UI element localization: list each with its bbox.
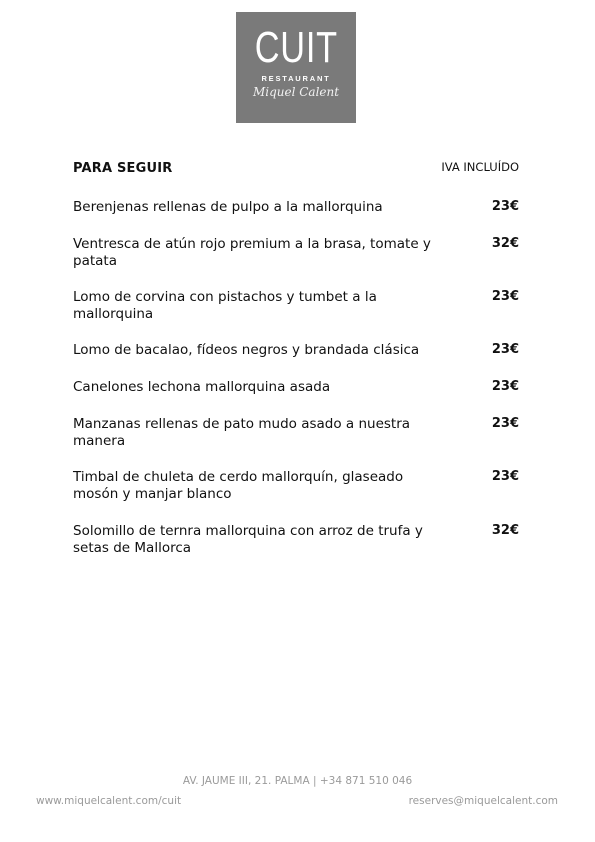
menu-item-name: Berenjenas rellenas de pulpo a la mallorquina	[73, 199, 383, 215]
logo-subtitle: RESTAURANT	[261, 74, 331, 83]
menu-item-price: 23€	[491, 469, 519, 484]
menu-item	[73, 342, 519, 359]
menu-item-price: 23€	[491, 379, 519, 394]
menu-item	[73, 416, 519, 450]
menu-item-name: Lomo de bacalao, fídeos negros y brandada clásica	[73, 342, 420, 358]
menu-item-name: Canelones lechona mallorquina asada	[73, 379, 331, 395]
menu-item-name: Solomillo de ternra mallorquina con arroz de trufa y setas de Mallorca	[73, 523, 423, 556]
footer-website-link[interactable]: www.miquelcalent.com/cuit	[36, 795, 182, 807]
menu-item-name: Timbal de chuleta de cerdo mallorquín, glaseado mosón y manjar blanco	[73, 469, 404, 502]
tax-note: IVA INCLUÍDO	[441, 160, 519, 174]
menu-item-price: 23€	[491, 342, 519, 357]
menu-item-name: Lomo de corvina con pistachos y tumbet a la mallorquina	[73, 289, 377, 322]
menu-item	[73, 469, 519, 503]
menu-item-price: 23€	[491, 416, 519, 431]
menu-item	[73, 523, 519, 557]
menu-item-name: Ventresca de atún rojo premium a la brasa, tomate y patata	[73, 236, 431, 269]
menu-item	[73, 379, 519, 396]
menu-item-price: 32€	[491, 236, 519, 251]
menu-item	[73, 289, 519, 323]
footer-email-link[interactable]: reserves@miquelcalent.com	[408, 795, 558, 807]
logo-signature: Miquel Calent	[252, 85, 340, 99]
section-title: PARA SEGUIR	[73, 161, 173, 176]
menu-item-name: Manzanas rellenas de pato mudo asado a nuestra manera	[73, 416, 411, 449]
menu-item	[73, 236, 519, 270]
menu-item-price: 23€	[491, 199, 519, 214]
restaurant-logo	[236, 12, 356, 123]
footer-address: AV. JAUME III, 21. PALMA | +34 871 510 046	[182, 775, 413, 787]
menu-item	[73, 199, 519, 216]
menu-item-price: 32€	[491, 523, 519, 538]
menu-item-price: 23€	[491, 289, 519, 304]
logo-name: CUIT	[254, 23, 338, 72]
